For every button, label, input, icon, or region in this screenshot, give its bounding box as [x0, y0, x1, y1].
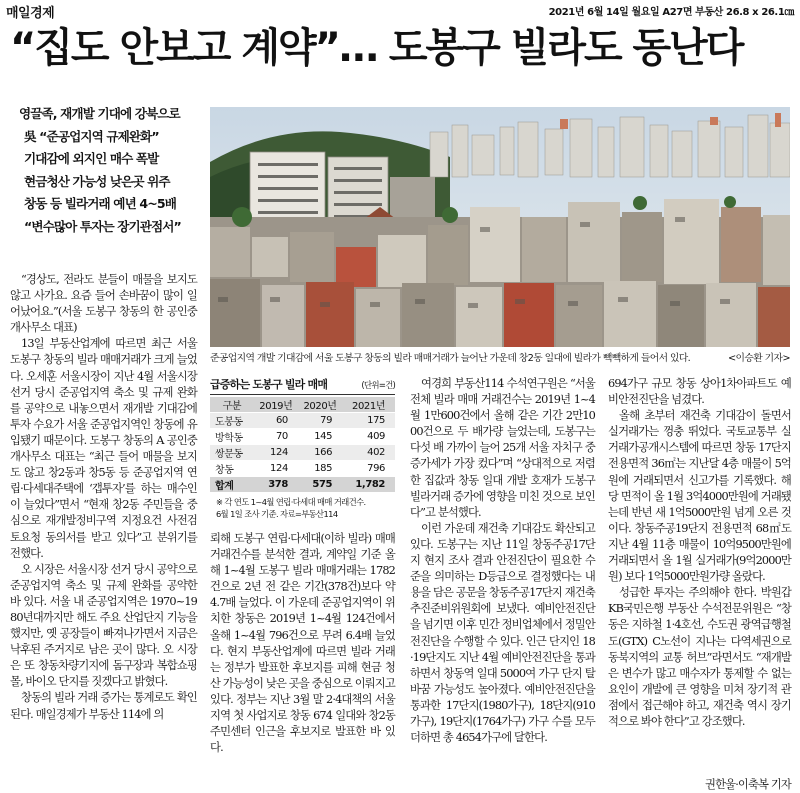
table-cell: 166	[298, 445, 342, 461]
table-note	[210, 496, 395, 520]
table-row	[210, 429, 395, 445]
subhead: 기대감에 외지인 매수 폭발	[24, 151, 159, 166]
table-cell: 124	[254, 461, 298, 477]
table-title-text: 급증하는 도봉구 빌라 매매	[210, 378, 328, 391]
table-cell: 402	[342, 445, 395, 461]
table-row	[210, 445, 395, 461]
article-paragraph: 창동의 빌라 거래 증가는 통계로도 확인된다. 매일경제가 부동산 114에 의	[10, 691, 197, 721]
subhead: 창동 등 빌라거래 예년 4~5배	[24, 196, 176, 211]
table-note-line: ※ 각 연도 1~4월 연립·다세대 매매 거래건수.	[216, 497, 366, 507]
table-cell: 도봉동	[210, 413, 254, 429]
table-total-row	[210, 477, 395, 493]
newspaper-name: 매일경제	[6, 6, 55, 21]
table-note-line: 6월 1일 조사 기준. 자료=부동산114	[216, 509, 338, 519]
table-cell: 쌍문동	[210, 445, 254, 461]
article-paragraph: 뢰해 도봉구 연립·다세대(이하 빌라) 매매 거래건수를 분석한 결과, 계약일 기준 올해 1~4월 도봉구 빌라 매매거래는 1782건으로 2년 전 같은 기간(378건)보다 약 4.7배 늘었다. 이 가운데 준공업지역이 위치한 창동은 2019년 1~4월 124건에서 올해 1~4월 796건으로 무려 6.4배 늘었다. 현지 부동산업계에 따르면 빌라 거래는 정부가 발표한 후보지를 피해 현금 청산 가능성이 낮은 곳을 중심으로 이뤄지고 있다. 정부는 지난 3월 말 2·4대책의 서울지역 첫 사업지로 창동 674 일대와 창2동 주민센터 인근을 후보지로 발표한 바 있다.	[210, 532, 395, 755]
article-paragraph: 여경희 부동산114 수석연구원은 “서울 전체 빌라 매매 거래건수는 2019년 1~4월 1만600건에서 올해 같은 기간 2만1000건으로 두 배가량 늘었는데, 도봉구는 다섯 배 가까이 늘어 25개 서울 자치구 중 증가세가 가장 컸다”며 “상대적으로 저렴한 집값과 창동 일대 개발 호재가 도봉구 빌라거래 증가에 영향을 미친 것으로 보인다”고 분석했다.	[410, 377, 595, 519]
subhead: “변수많아 투자는 장기관점서”	[24, 218, 181, 234]
article-paragraph: 오 시장은 서울시장 선거 당시 공약으로 준공업지역 축소 및 규제 완화를 공약한 바 있다. 서울 내 준공업지역은 1970~1980년대까지만 해도 주요 산업단지 기능을 했지만, 옛 공장들이 빠져나가면서 지금은 낙후된 주거지로 남은 곳이 많다. 오 시장은 또 창동차량기지에 돔구장과 복합쇼핑몰, 바이오 단지를 짓겠다고 밝혔다.	[10, 562, 197, 689]
table-cell: 방학동	[210, 429, 254, 445]
article-column-1	[10, 272, 197, 723]
article-paragraph: 13일 부동산업계에 따르면 최근 서울 도봉구 창동의 빌라 매매거래가 크게 늘었다. 오세훈 서울시장이 지난 4월 서울시장 선거 당시 준공업지역 축소 및 규제 완화를 공약으로 내놓으면서 재개발 기대감에 투자 수요가 서울 준공업지역인 창동에 유입됐기 때문이다. 도봉구 창동의 A 공인중개사무소 대표는 “최근 들어 매물을 보지도 않고 창2동과 창5동 등 준공업지역 연립·다세대주택에 ‘갭투자’를 하는 매수인이 늘었다”면서 “현재 창2동 주민들을 중심으로 재개발정비구역 지정요건 사전검토요청 동의서를 받고 있다”고 분위기를 전했다.	[10, 337, 197, 560]
table-unit: (단위=건)	[361, 381, 395, 391]
table-header: 구분	[210, 397, 254, 413]
article-column-2	[210, 531, 395, 756]
photo-illustration	[210, 107, 790, 347]
headline: “집도 안보고 계약”… 도봉구 빌라도 동난다	[10, 25, 743, 71]
table-cell: 79	[298, 413, 342, 429]
table-cell: 575	[298, 477, 342, 493]
article-paragraph: 올해 초부터 재건축 기대감이 돌면서 실거래가는 껑충 뛰었다. 국토교통부 실거래가공개시스템에 따르면 창동 17단지 전용면적 36㎡는 지난달 4층 매물이 5억원에 거래되면서 신고가를 기록했다. 해당 면적이 올 1월 3억4000만원에 거래됐는데 반년 새 1억5000만원 넘게 오른 것이다. 창동주공19단지 전용면적 68㎡도 지난 4월 11층 매물이 10억9500만원에 거래되면서 올 1월 실거래가(9억2000만원) 보다 1억5000만원가량 올랐다.	[608, 409, 791, 584]
caption-text: 준공업지역 개발 기대감에 서울 도봉구 창동의 빌라 매매거래가 늘어난 가운데 창2동 일대에 빌라가 빽빽하게 들어서 있다.	[210, 353, 691, 364]
table-cell: 124	[254, 445, 298, 461]
subhead: 현금청산 가능성 낮은곳 위주	[24, 173, 170, 189]
table-row	[210, 461, 395, 477]
table-cell: 185	[298, 461, 342, 477]
table-header: 2021년	[342, 397, 395, 413]
subhead: 영끌족, 재개발 기대에 강북으로	[19, 106, 180, 121]
article-column-3	[410, 376, 595, 746]
table-cell: 창동	[210, 461, 254, 477]
subhead: 吳 “준공업지역 규제완화”	[24, 128, 159, 144]
table-header: 2020년	[298, 397, 342, 413]
subheads	[19, 103, 206, 238]
article-paragraph: “경상도, 전라도 분들이 매물을 보지도 않고 사가요. 요즘 들어 손바꿈이 많이 일어났어요.”(서울 도봉구 창동의 한 공인중개사무소 대표)	[10, 273, 197, 335]
table-cell: 378	[254, 477, 298, 493]
table-cell: 409	[342, 429, 395, 445]
table-cell: 합계	[210, 477, 254, 493]
article-paragraph: 이런 가운데 재건축 기대감도 확산되고 있다. 도봉구는 지난 11일 창동주공17단지 현지 조사 결과 안전진단이 필요한 수준을 의미하는 D등급으로 결정했다는 내용을 담은 공문을 창동주공17단지 재건축추진준비위원회에 보냈다. 예비안전진단을 넘기면 이후 민간 정비업체에서 정밀안전진단을 수행할 수 있다. 인근 단지인 18·19단지도 지난 4월 예비안전진단을 통과하면서 창동역 일대 5000여 가구 단지 탈바꿈 가능성도 높아졌다. 예비안전진단을 통과한 17단지(1980가구), 18단지(910가구), 19단지(1764가구) 가구 수를 모두 더하면 총 4654가구에 달한다.	[410, 521, 595, 745]
photo-caption	[210, 350, 790, 364]
table-cell: 145	[298, 429, 342, 445]
table-header-row	[210, 397, 395, 413]
table-cell: 70	[254, 429, 298, 445]
edition-info: 2021년 6월 14일 월요일 A27면 부동산 26.8 x 26.1㎝	[548, 7, 794, 18]
article-paragraph: 694가구 규모 창동 상아1차아파트도 예비안전진단을 넘겼다.	[608, 377, 791, 407]
byline-container	[608, 776, 791, 792]
table-row	[210, 413, 395, 429]
table-cell: 175	[342, 413, 395, 429]
article-column-4	[608, 376, 791, 730]
article-paragraph: 성급한 투자는 주의해야 한다. 박원갑 KB국민은행 부동산 수석전문위원은 “창동은 지하철 1·4호선, 수도권 광역급행철도(GTX) C노선이 지나는 다역세권으로 동북지역의 교통 허브”라면서도 “재개발은 변수가 많고 매수자가 통제할 수 없는 요인이 개발에 큰 영향을 미쳐 장기적 관점에서 접근해야 하고, 재건축 역시 장기적으로 봐야 한다”고 강조했다.	[608, 586, 791, 728]
table-title	[210, 376, 395, 395]
table-cell: 60	[254, 413, 298, 429]
villa-district-photo	[210, 107, 790, 347]
table-header: 2019년	[254, 397, 298, 413]
data-table	[210, 397, 395, 493]
villa-sales-table	[210, 376, 395, 520]
table-cell: 1,782	[342, 477, 395, 493]
byline: 권한울·이축복 기자	[705, 777, 791, 791]
table-cell: 796	[342, 461, 395, 477]
photo-credit: <이승환 기자>	[727, 353, 790, 364]
